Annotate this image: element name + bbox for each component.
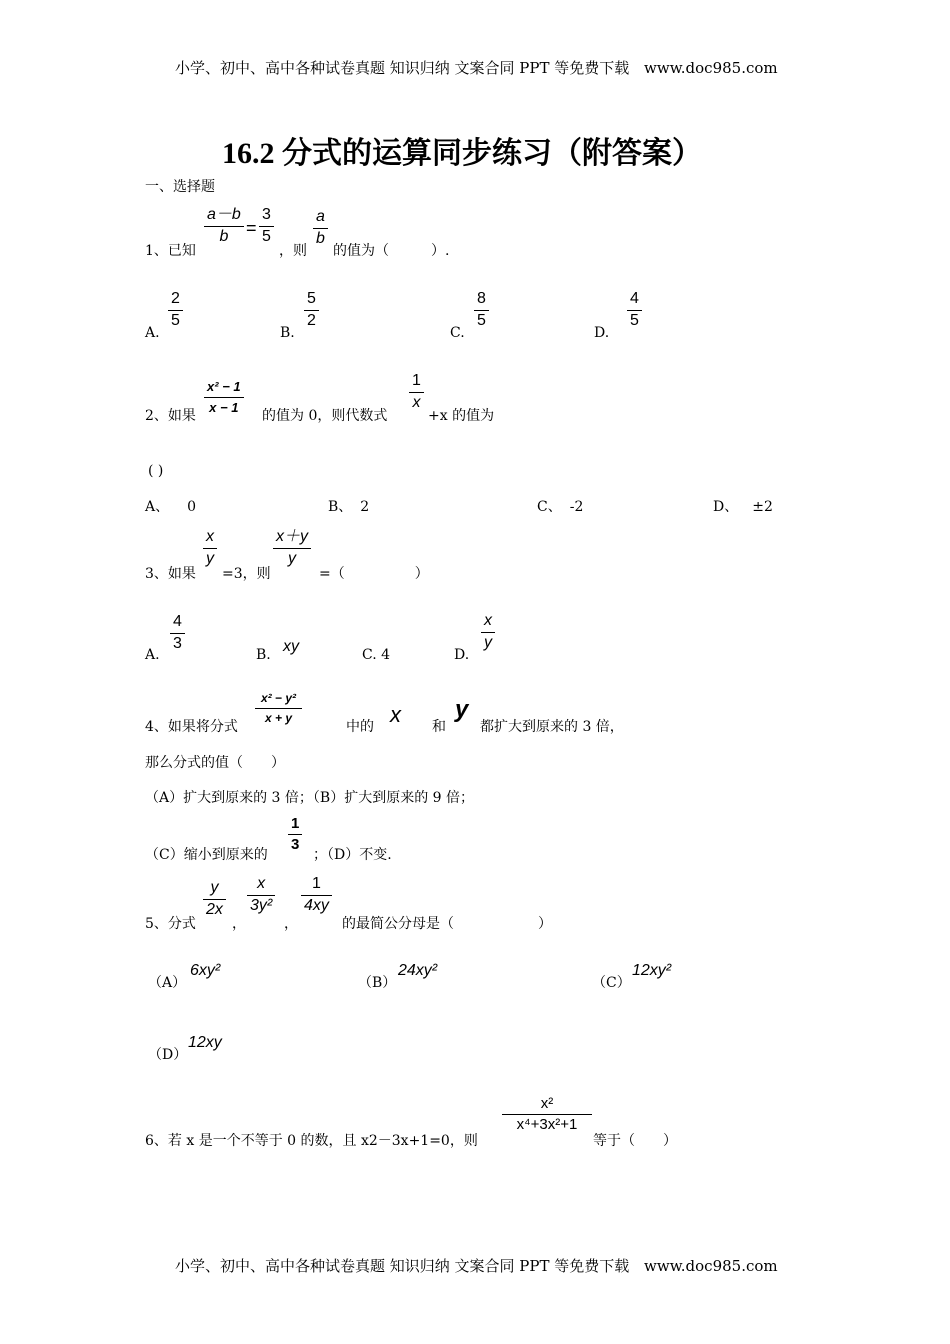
q1-option-c-label[interactable]: C. (450, 325, 465, 341)
q2-option-d-value: ±2 (752, 499, 773, 515)
q1-rhs-den: 5 (262, 227, 271, 245)
q4-frac-num: 1 (291, 815, 300, 832)
q2-inner-fraction (409, 373, 424, 412)
header-url[interactable]: www.doc985.com (644, 59, 778, 77)
q1-option-b-num: 5 (307, 290, 316, 307)
q2-option-c-label: C、 (537, 499, 562, 515)
q2-num: x² − 1 (207, 379, 241, 394)
q4-var-x: x (390, 702, 401, 727)
q4-prefix: 4、如果将分式 (145, 719, 238, 735)
q2-fraction (204, 380, 244, 414)
header-text: 小学、初中、高中各种试卷真题 知识归纳 文案合同 PPT 等免费下载 (175, 59, 630, 77)
q3-option-a-num: 4 (173, 613, 182, 630)
q5-option-a-label[interactable]: （A） (148, 975, 187, 991)
footer-text: 小学、初中、高中各种试卷真题 知识归纳 文案合同 PPT 等免费下载 (175, 1257, 630, 1275)
q1-expr-num: a－b (207, 206, 241, 223)
q3-option-b-value: xy (283, 638, 299, 655)
q1-option-b-label[interactable]: B. (280, 325, 295, 341)
q5-f1-num: y (210, 879, 219, 896)
q1-option-c-fraction (474, 291, 489, 330)
q4-line4-suffix: ；（D）不变. (313, 847, 392, 863)
q1-option-a-fraction (168, 291, 183, 330)
q5-f3-den: 4xy (304, 896, 329, 914)
q4-fraction (255, 692, 302, 724)
q3-option-a-label[interactable]: A. (145, 647, 160, 663)
q6-num: x² (540, 1095, 554, 1112)
q5-f2-num: x (257, 875, 266, 892)
q2-answer-paren: ( ) (148, 463, 164, 479)
q2-den: x − 1 (209, 399, 239, 415)
q5-sep-2: ， (284, 916, 298, 932)
q3-target-num: x＋y (276, 528, 309, 545)
q1-option-b-den: 2 (307, 311, 316, 329)
q3-option-d-label[interactable]: D. (454, 647, 470, 663)
q3-target-fraction (273, 529, 311, 568)
q3-option-b-label[interactable]: B. (256, 647, 271, 663)
page-title: 16.2 分式的运算同步练习（附答案） (222, 137, 702, 170)
q3-num: x (206, 528, 214, 545)
q1-target-fraction (313, 209, 328, 248)
q6-suffix: 等于（ ） (593, 1133, 677, 1149)
q1-suffix: 的值为（ ）. (333, 243, 450, 259)
q3-option-c-label: C. (362, 647, 377, 663)
q2-option-d-label: D、 (713, 499, 739, 515)
q2-option-c-value: -2 (569, 499, 584, 515)
q1-option-c-den: 5 (477, 311, 486, 329)
q3-option-d-fraction (481, 613, 495, 652)
q2-option-b-value: 2 (360, 499, 370, 515)
q5-option-b-value: 24xy² (398, 962, 438, 979)
q6-den: x⁴+3x²+1 (516, 1115, 578, 1133)
q3-den: y (206, 549, 214, 567)
q2-option-a-value: 0 (187, 499, 197, 515)
q4-middle: 中的 (346, 719, 374, 735)
q5-prefix: 5、分式 (145, 916, 196, 932)
q4-line2: 那么分式的值（ ） (145, 755, 285, 771)
q1-expr-fraction (204, 207, 244, 246)
q5-fraction-3 (301, 876, 332, 915)
q1-middle: ，则 (279, 243, 307, 259)
q3-option-d-den: y (484, 633, 492, 651)
q3-prefix: 3、如果 (145, 566, 196, 582)
q5-option-c-value: 12xy² (632, 962, 672, 979)
q1-option-a-num: 2 (171, 290, 180, 307)
q2-inner-den: x (412, 393, 421, 411)
q5-option-d-value: 12xy (188, 1034, 222, 1051)
q5-option-c-label[interactable]: （C） (592, 975, 631, 991)
q4-num: x² − y² (261, 691, 297, 705)
q1-option-d-num: 4 (630, 290, 639, 307)
q3-option-a-fraction (170, 614, 185, 653)
q5-fraction-2 (247, 876, 275, 915)
q1-option-d-fraction (627, 291, 642, 330)
q2-middle: 的值为 0，则代数式 (262, 408, 388, 424)
q2-suffix: +x 的值为 (428, 408, 495, 424)
q2-option-a[interactable] (145, 496, 196, 516)
q5-f1-den: 2x (206, 900, 223, 918)
q1-option-b-fraction (304, 291, 319, 330)
q1-option-c-num: 8 (477, 290, 486, 307)
q4-one-third-fraction (288, 816, 302, 853)
q4-var-y: y (455, 696, 469, 723)
q1-prefix: 1、已知 (145, 243, 196, 259)
q3-suffix: =（ ） (319, 566, 429, 582)
q3-option-d-num: x (484, 612, 492, 629)
q2-option-a-label: A、 (145, 499, 170, 515)
q3-option-a-den: 3 (173, 634, 182, 652)
q2-option-d[interactable] (713, 496, 773, 516)
q4-line4-prefix: （C）缩小到原来的 (145, 847, 268, 863)
q3-option-c-value: 4 (381, 647, 391, 663)
q4-and: 和 (432, 719, 446, 735)
q4-suffix: 都扩大到原来的 3 倍， (480, 719, 624, 735)
q5-fraction-1 (203, 880, 226, 919)
q4-frac-den: 3 (291, 835, 300, 853)
q1-target-num: a (316, 208, 325, 225)
q1-option-a-den: 5 (171, 311, 180, 329)
q1-rhs-fraction (259, 207, 274, 246)
q2-inner-num: 1 (412, 372, 421, 389)
q2-option-b[interactable] (328, 496, 369, 516)
q5-f2-den: 3y² (250, 896, 273, 914)
q1-rhs-num: 3 (262, 206, 271, 223)
q2-option-b-label: B、 (328, 499, 353, 515)
footer-url[interactable]: www.doc985.com (644, 1257, 778, 1275)
q2-option-c[interactable] (537, 496, 583, 516)
q5-option-d-label[interactable]: （D） (148, 1047, 188, 1063)
q3-fraction (203, 529, 217, 568)
q5-f3-num: 1 (312, 875, 321, 892)
q6-prefix: 6、若 x 是一个不等于 0 的数，且 x2－3x+1=0，则 (145, 1133, 478, 1149)
q3-target-den: y (288, 549, 296, 567)
q3-middle: =3，则 (222, 566, 271, 582)
section-heading: 一、选择题 (145, 179, 215, 195)
q1-equals: = (246, 218, 257, 238)
q3-option-c[interactable] (362, 647, 390, 663)
q5-suffix: 的最简公分母是（ ） (342, 916, 552, 932)
q5-option-b-label[interactable]: （B） (358, 975, 397, 991)
q4-den: x + y (264, 710, 293, 725)
page-header (175, 57, 778, 78)
q5-sep-1: ， (232, 916, 246, 932)
q1-option-d-label[interactable]: D. (594, 325, 610, 341)
q4-line3: （A）扩大到原来的 3 倍；（B）扩大到原来的 9 倍； (145, 790, 475, 806)
q6-fraction (502, 1096, 592, 1133)
q1-target-den: b (316, 229, 325, 247)
q1-option-d-den: 5 (630, 311, 639, 329)
q5-option-a-value: 6xy² (190, 962, 221, 979)
page-footer (175, 1255, 778, 1276)
q2-prefix: 2、如果 (145, 408, 196, 424)
q1-expr-den: b (219, 227, 229, 245)
q1-option-a-label[interactable]: A. (145, 325, 160, 341)
